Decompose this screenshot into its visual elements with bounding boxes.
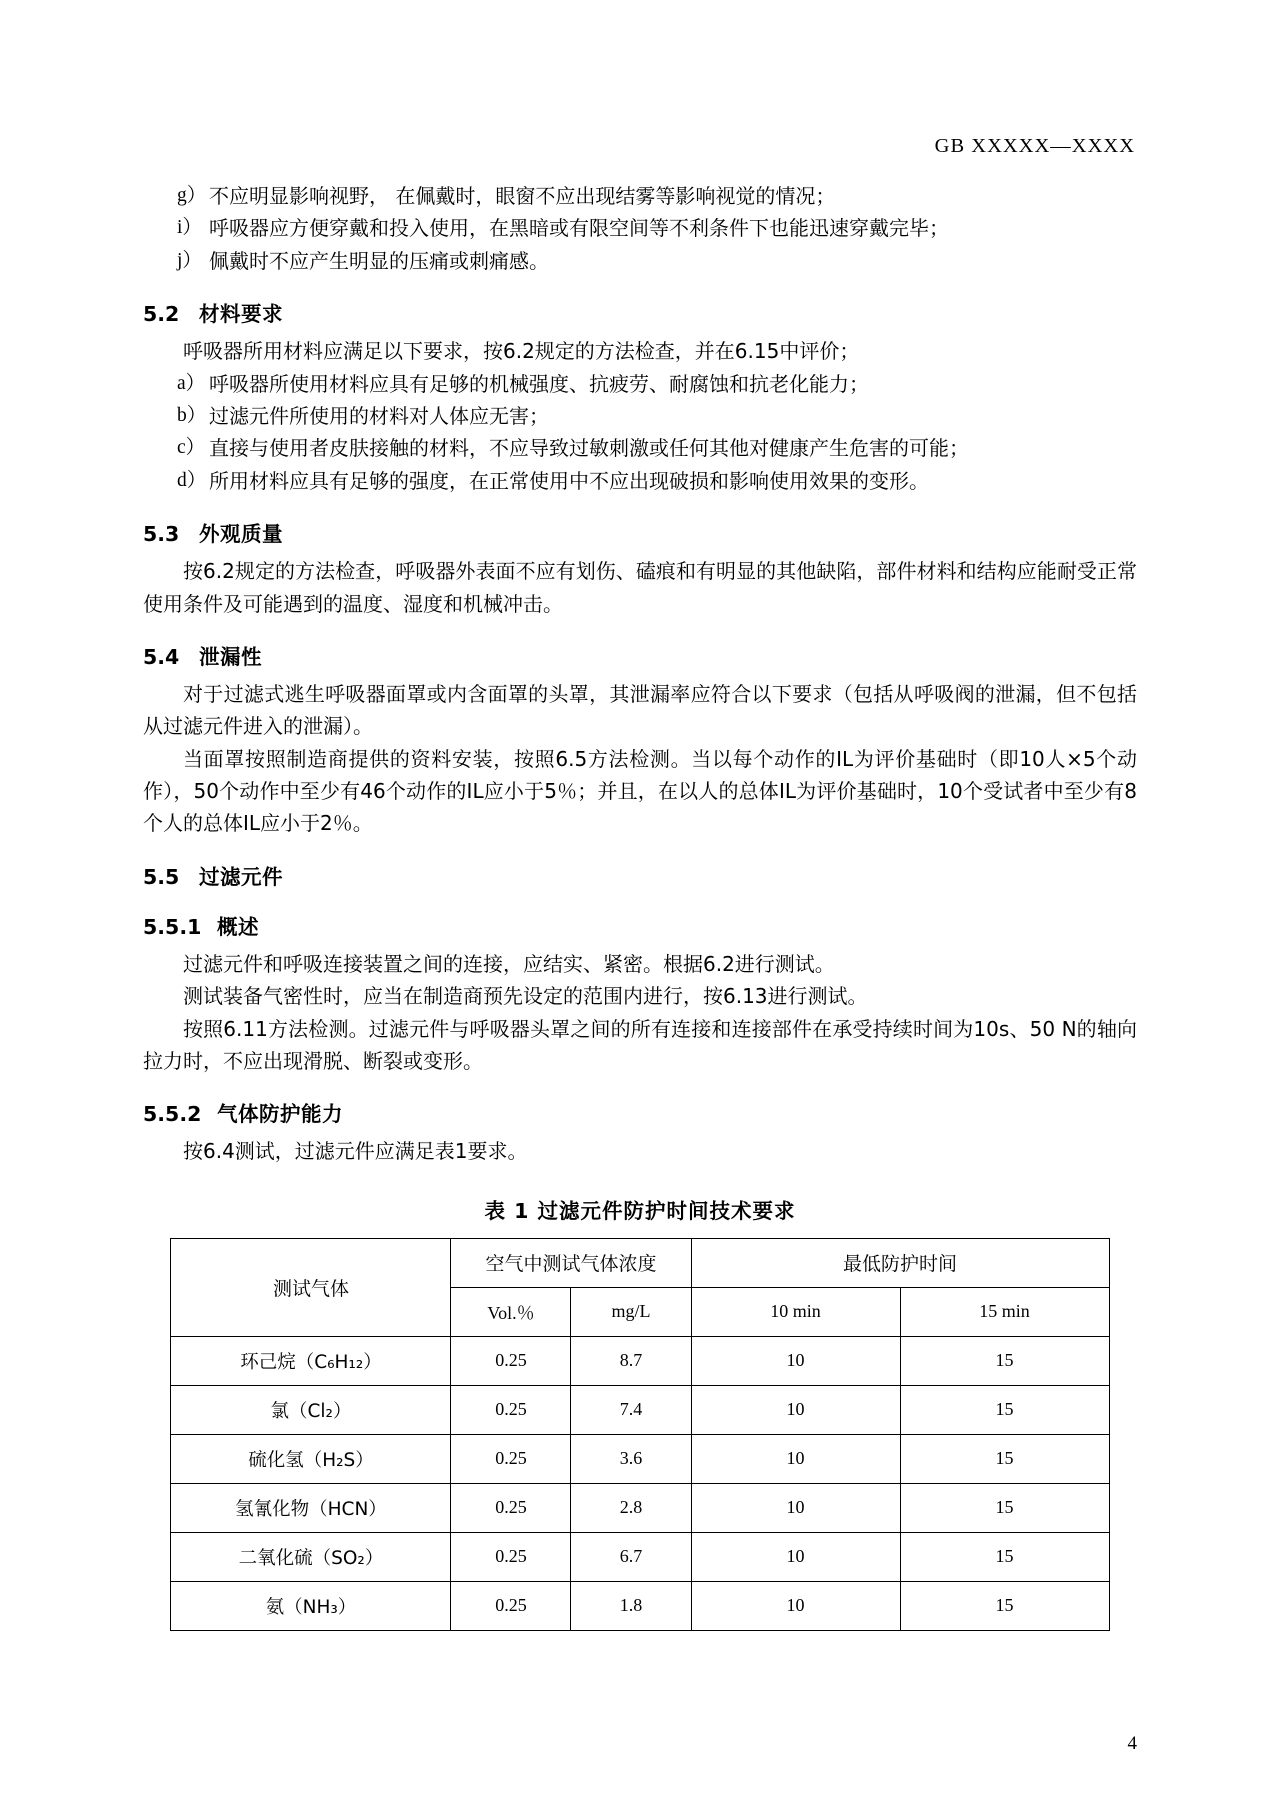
list-item <box>143 245 1137 277</box>
section-5-5-1-paragraph-3: 按照6.11方法检测。过滤元件与呼吸器头罩之间的所有连接和连接部件在承受持续时间为10s、50 N的轴向拉力时，不应出现滑脱、断裂或变形。 <box>143 1016 1137 1074</box>
cell-mgl: 2.8 <box>571 1483 691 1532</box>
cell-gas: 环己烷（C₆H₁₂） <box>171 1336 451 1385</box>
list-text: 过滤元件所使用的材料对人体应无害； <box>209 403 549 428</box>
header-concentration: 空气中测试气体浓度 <box>451 1238 691 1287</box>
list-marker: c） <box>177 437 206 459</box>
section-number: 5.5.2 <box>143 1102 202 1127</box>
cell-mgl: 8.7 <box>571 1336 691 1385</box>
list-text: 不应明显影响视野， 在佩戴时，眼窗不应出现结雾等影响视觉的情况； <box>209 184 836 208</box>
cell-t10: 10 <box>691 1336 900 1385</box>
header-unit-mgl: mg/L <box>571 1287 691 1336</box>
section-number: 5.5 <box>143 864 180 889</box>
section-5-4-paragraph-2: 当面罩按照制造商提供的资料安装，按照6.5方法检测。当以每个动作的IL为评价基础时（即10人×5个动作），50个动作中至少有46个动作的IL应小于5％；并且，在以人的总体IL为评价基础时，10个受试者中至少有8个人的总体IL应小于2％。 <box>143 746 1137 836</box>
cell-t10: 10 <box>691 1434 900 1483</box>
cell-t15: 15 <box>900 1434 1109 1483</box>
cell-t15: 15 <box>900 1581 1109 1630</box>
cell-mgl: 6.7 <box>571 1532 691 1581</box>
section-number: 5.2 <box>143 302 180 327</box>
header-time-10min: 10 min <box>691 1287 900 1336</box>
list-text: 所用材料应具有足够的强度，在正常使用中不应出现破损和影响使用效果的变形。 <box>209 468 929 493</box>
cell-vol: 0.25 <box>451 1336 571 1385</box>
section-heading-5-5 <box>143 860 1137 890</box>
cell-mgl: 1.8 <box>571 1581 691 1630</box>
section-title: 外观质量 <box>199 522 283 547</box>
section-heading-5-5-1 <box>143 910 1137 940</box>
cell-t10: 10 <box>691 1483 900 1532</box>
list-marker: j） <box>177 249 202 271</box>
header-unit-vol: Vol.％ <box>451 1287 571 1336</box>
cell-vol: 0.25 <box>451 1532 571 1581</box>
page-number: 4 <box>1127 1733 1137 1754</box>
cell-vol: 0.25 <box>451 1385 571 1434</box>
list-item <box>143 212 1137 244</box>
cell-gas: 氢氰化物（HCN） <box>171 1483 451 1532</box>
list-item <box>143 180 1137 212</box>
page-content <box>143 0 1137 1631</box>
protection-time-table <box>170 1238 1109 1631</box>
header-gas: 测试气体 <box>171 1238 451 1336</box>
list-text: 直接与使用者皮肤接触的材料，不应导致过敏刺激或任何其他对健康产生危害的可能； <box>209 436 969 461</box>
section-5-4-paragraph-1: 对于过滤式逃生呼吸器面罩或内含面罩的头罩，其泄漏率应符合以下要求（包括从呼吸阀的泄漏，但不包括从过滤元件进入的泄漏）。 <box>143 681 1137 739</box>
cell-gas: 硫化氢（H₂S） <box>171 1434 451 1483</box>
cell-t10: 10 <box>691 1581 900 1630</box>
list-marker: b） <box>177 404 207 426</box>
cell-mgl: 3.6 <box>571 1434 691 1483</box>
list-text: 呼吸器所使用材料应具有足够的机械强度、抗疲劳、耐腐蚀和抗老化能力； <box>209 371 869 396</box>
section-title: 气体防护能力 <box>217 1102 343 1127</box>
header-protection-time: 最低防护时间 <box>691 1238 1109 1287</box>
cell-t15: 15 <box>900 1385 1109 1434</box>
section-5-5-1-paragraph-2: 测试装备气密性时，应当在制造商预先设定的范围内进行，按6.13进行测试。 <box>183 984 868 1009</box>
table-row <box>171 1434 1109 1483</box>
list-marker: d） <box>177 469 207 491</box>
section-5-3-paragraph: 按6.2规定的方法检查，呼吸器外表面不应有划伤、磕痕和有明显的其他缺陷，部件材料和结构应能耐受正常使用条件及可能遇到的温度、湿度和机械冲击。 <box>143 559 1137 616</box>
list-marker: g） <box>177 185 207 206</box>
page-header: GB XXXXX—XXXX <box>934 135 1135 157</box>
section-heading-5-5-2 <box>143 1097 1137 1127</box>
cell-t15: 15 <box>900 1532 1109 1581</box>
cell-t15: 15 <box>900 1483 1109 1532</box>
cell-gas: 二氧化硫（SO₂） <box>171 1532 451 1581</box>
section-number: 5.3 <box>143 522 180 547</box>
list-text: 呼吸器应方便穿戴和投入使用，在黑暗或有限空间等不利条件下也能迅速穿戴完毕； <box>209 216 949 241</box>
table-row <box>171 1483 1109 1532</box>
list-item <box>143 465 1137 497</box>
section-heading-5-2 <box>143 297 1137 327</box>
section-number: 5.5.1 <box>143 914 202 939</box>
list-marker: a） <box>177 372 206 394</box>
list-item <box>143 368 1137 400</box>
section-5-5-2-paragraph: 按6.4测试，过滤元件应满足表1要求。 <box>183 1139 528 1164</box>
list-marker: i） <box>177 217 202 239</box>
cell-vol: 0.25 <box>451 1434 571 1483</box>
cell-vol: 0.25 <box>451 1483 571 1532</box>
table-row <box>171 1581 1109 1630</box>
cell-t10: 10 <box>691 1385 900 1434</box>
list-item <box>143 400 1137 432</box>
section-title: 材料要求 <box>199 302 283 327</box>
cell-gas: 氯（Cl₂） <box>171 1385 451 1434</box>
list-item <box>143 432 1137 464</box>
section-5-2-list <box>143 368 1137 498</box>
cell-t15: 15 <box>900 1336 1109 1385</box>
clause-list-top <box>143 180 1137 277</box>
table-row <box>171 1532 1109 1581</box>
table-row <box>171 1336 1109 1385</box>
section-title: 过滤元件 <box>199 864 283 889</box>
section-number: 5.4 <box>143 644 180 669</box>
cell-gas: 氨（NH₃） <box>171 1581 451 1630</box>
cell-mgl: 7.4 <box>571 1385 691 1434</box>
section-heading-5-3 <box>143 517 1137 547</box>
list-text: 佩戴时不应产生明显的压痛或刺痛感。 <box>209 248 549 273</box>
header-time-15min: 15 min <box>900 1287 1109 1336</box>
cell-vol: 0.25 <box>451 1581 571 1630</box>
cell-t10: 10 <box>691 1532 900 1581</box>
section-5-2-intro: 呼吸器所用材料应满足以下要求，按6.2规定的方法检查，并在6.15中评价； <box>183 339 860 364</box>
section-heading-5-4 <box>143 640 1137 670</box>
table-row <box>171 1385 1109 1434</box>
section-title: 泄漏性 <box>199 644 262 669</box>
table-header-row <box>171 1238 1109 1287</box>
section-title: 概述 <box>217 914 259 939</box>
section-5-5-1-paragraph-1: 过滤元件和呼吸连接装置之间的连接，应结实、紧密。根据6.2进行测试。 <box>183 951 835 976</box>
table-caption: 表 1 过滤元件防护时间技术要求 <box>484 1198 796 1223</box>
